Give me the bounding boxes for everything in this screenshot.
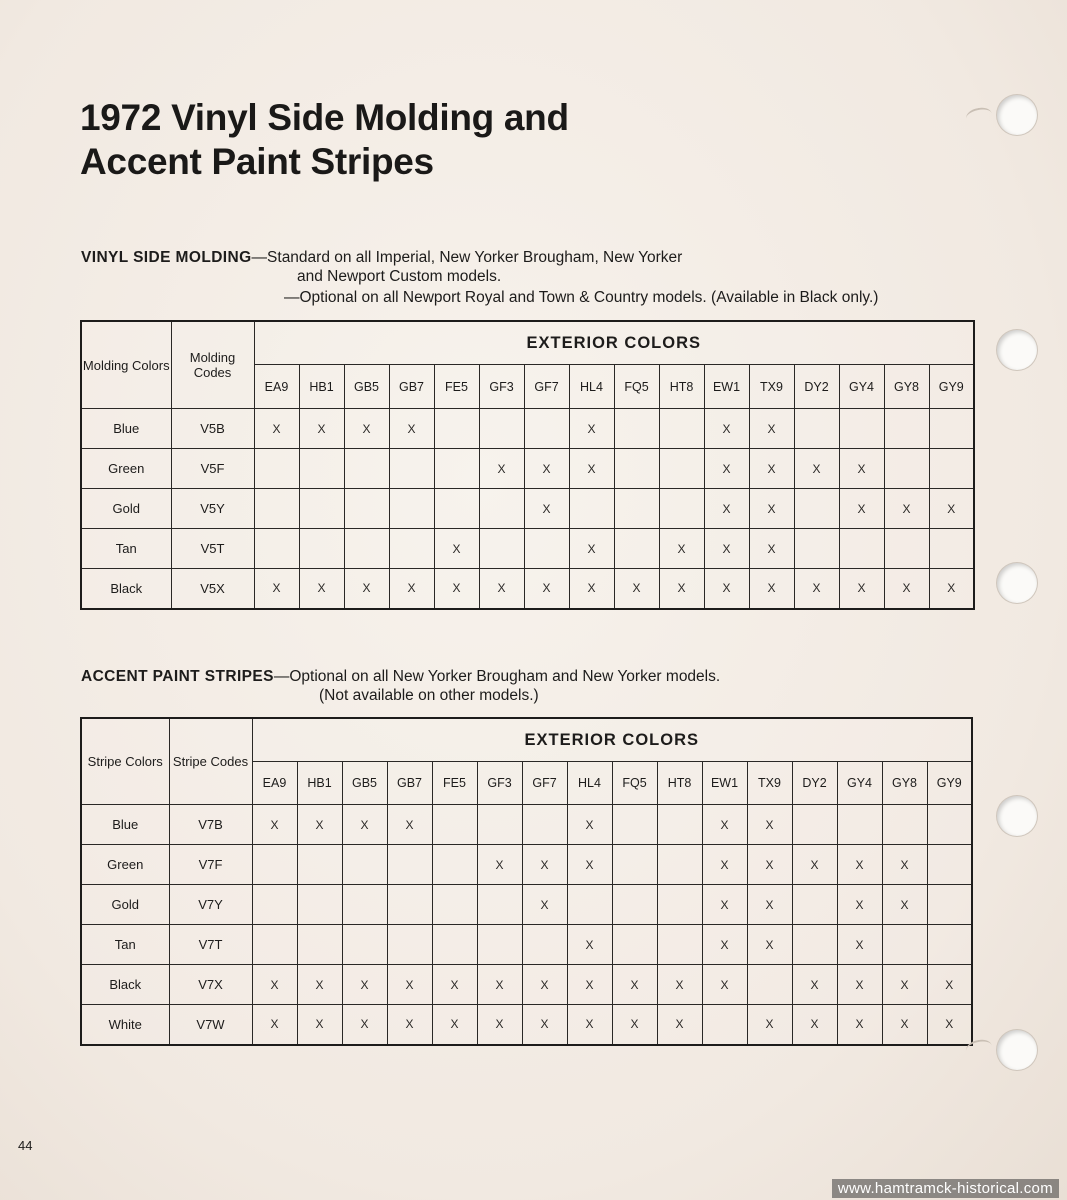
availability-cell: X [702,845,747,885]
stripes-exterior-code-header: FQ5 [612,762,657,805]
availability-cell [387,845,432,885]
availability-cell: X [882,845,927,885]
molding-row-color: Tan [81,529,171,569]
stripes-row-code: V7W [169,1005,252,1045]
binder-hole [997,796,1037,836]
availability-cell: X [792,1005,837,1045]
molding-exterior-code-header: HB1 [299,365,344,409]
molding-row-code: V5F [171,449,254,489]
availability-cell: X [567,965,612,1005]
availability-cell [929,409,974,449]
molding-exterior-code-header: EW1 [704,365,749,409]
availability-cell: X [567,845,612,885]
availability-cell: X [657,1005,702,1045]
molding-row-code: V5T [171,529,254,569]
availability-cell: X [432,965,477,1005]
availability-cell: X [794,449,839,489]
availability-cell [254,489,299,529]
stripes-exterior-code-header: TX9 [747,762,792,805]
availability-cell [612,845,657,885]
molding-row-code: V5Y [171,489,254,529]
availability-cell: X [479,449,524,489]
availability-cell: X [567,925,612,965]
availability-cell: X [882,1005,927,1045]
availability-cell [479,489,524,529]
availability-cell: X [569,529,614,569]
binder-hole [997,95,1037,135]
availability-cell: X [522,965,567,1005]
availability-cell [612,805,657,845]
availability-cell: X [434,529,479,569]
availability-cell: X [342,1005,387,1045]
availability-cell: X [297,805,342,845]
molding-row-color: Blue [81,409,171,449]
availability-cell: X [792,845,837,885]
availability-cell [524,529,569,569]
stripes-table [80,717,973,1046]
table-row [81,885,972,925]
availability-cell: X [792,965,837,1005]
stripes-heading: ACCENT PAINT STRIPES [81,668,274,685]
availability-cell: X [432,1005,477,1045]
availability-cell: X [524,489,569,529]
availability-cell [387,925,432,965]
table-row [81,569,974,609]
molding-description [81,248,1041,312]
availability-cell: X [839,489,884,529]
availability-cell [477,805,522,845]
availability-cell [252,925,297,965]
molding-row-color: Green [81,449,171,489]
availability-cell [342,925,387,965]
page-title [80,96,569,184]
availability-cell [254,449,299,489]
availability-cell: X [929,489,974,529]
availability-cell [569,489,614,529]
availability-cell [792,925,837,965]
table-row [81,925,972,965]
availability-cell [884,529,929,569]
molding-exterior-code-header: GY8 [884,365,929,409]
availability-cell: X [297,965,342,1005]
molding-exterior-code-header: GF3 [479,365,524,409]
availability-cell [614,449,659,489]
availability-cell: X [749,489,794,529]
availability-cell: X [927,965,972,1005]
availability-cell [252,845,297,885]
availability-cell: X [569,449,614,489]
availability-cell [297,845,342,885]
availability-cell: X [929,569,974,609]
stripes-exterior-code-header: EA9 [252,762,297,805]
molding-codes-header: Molding Codes [171,321,254,409]
molding-exterior-code-header: GY9 [929,365,974,409]
stripes-exterior-code-header: EW1 [702,762,747,805]
availability-cell [659,449,704,489]
availability-cell: X [434,569,479,609]
availability-cell: X [252,805,297,845]
availability-cell [522,925,567,965]
stripes-row-color: Black [81,965,169,1005]
availability-cell: X [837,845,882,885]
availability-cell [882,805,927,845]
availability-cell: X [749,409,794,449]
availability-cell [434,449,479,489]
availability-cell [612,925,657,965]
availability-cell [252,885,297,925]
stripes-colors-header: Stripe Colors [81,718,169,805]
availability-cell [297,885,342,925]
page-title-line-2: Accent Paint Stripes [80,141,434,182]
table-row [81,409,974,449]
availability-cell [389,529,434,569]
availability-cell: X [837,965,882,1005]
availability-cell: X [884,489,929,529]
availability-cell: X [882,965,927,1005]
availability-cell: X [344,409,389,449]
table-row [81,965,972,1005]
molding-table-body [81,409,974,609]
availability-cell: X [387,805,432,845]
stripes-exterior-code-header: HT8 [657,762,702,805]
availability-cell [659,409,704,449]
stripes-row-code: V7Y [169,885,252,925]
availability-cell: X [477,845,522,885]
availability-cell: X [252,965,297,1005]
availability-cell [344,489,389,529]
molding-desc-line-2: and Newport Custom models. [297,268,502,285]
availability-cell: X [299,569,344,609]
table-row [81,805,972,845]
availability-cell [657,805,702,845]
availability-cell: X [747,805,792,845]
availability-cell [882,925,927,965]
availability-cell: X [387,1005,432,1045]
page-title-line-1: 1972 Vinyl Side Molding and [80,97,569,138]
table-row [81,845,972,885]
availability-cell [927,805,972,845]
availability-cell [794,489,839,529]
availability-cell: X [704,529,749,569]
availability-cell: X [702,885,747,925]
availability-cell [927,845,972,885]
availability-cell [432,925,477,965]
availability-cell [884,409,929,449]
stripes-exterior-code-header: DY2 [792,762,837,805]
availability-cell [927,925,972,965]
availability-cell: X [612,965,657,1005]
stripes-exterior-code-header: GF3 [477,762,522,805]
availability-cell [839,409,884,449]
availability-cell [479,409,524,449]
availability-cell [344,449,389,489]
stripes-row-color: Tan [81,925,169,965]
availability-cell: X [387,965,432,1005]
availability-cell [657,925,702,965]
availability-cell [929,529,974,569]
availability-cell: X [389,569,434,609]
availability-cell: X [389,409,434,449]
table-row [81,529,974,569]
availability-cell: X [747,1005,792,1045]
molding-row-code: V5X [171,569,254,609]
availability-cell [522,805,567,845]
availability-cell: X [927,1005,972,1045]
availability-cell [657,845,702,885]
stripes-row-code: V7X [169,965,252,1005]
stripes-exterior-code-header: GY9 [927,762,972,805]
molding-colors-header: Molding Colors [81,321,171,409]
availability-cell [702,1005,747,1045]
stripes-desc-line-2: (Not available on other models.) [319,687,539,704]
availability-cell: X [837,885,882,925]
stripes-exterior-code-header: GY4 [837,762,882,805]
molding-table [80,320,975,610]
availability-cell: X [747,845,792,885]
availability-cell [927,885,972,925]
availability-cell: X [837,925,882,965]
availability-cell: X [567,805,612,845]
availability-cell [567,885,612,925]
availability-cell [792,885,837,925]
molding-exterior-code-header: GF7 [524,365,569,409]
availability-cell: X [704,489,749,529]
stripes-exterior-colors-header: EXTERIOR COLORS [252,718,972,762]
availability-cell [524,409,569,449]
availability-cell: X [747,925,792,965]
molding-exterior-code-header: EA9 [254,365,299,409]
availability-cell: X [704,409,749,449]
availability-cell [297,925,342,965]
site-watermark: www.hamtramck-historical.com [832,1179,1059,1198]
availability-cell: X [702,925,747,965]
molding-exterior-code-header: GB7 [389,365,434,409]
availability-cell: X [659,529,704,569]
availability-cell [434,409,479,449]
availability-cell: X [614,569,659,609]
molding-heading: VINYL SIDE MOLDING [81,249,252,266]
availability-cell: X [342,965,387,1005]
availability-cell: X [254,569,299,609]
stripes-row-code: V7T [169,925,252,965]
availability-cell [387,885,432,925]
availability-cell [792,805,837,845]
molding-desc-line-3: —Optional on all Newport Royal and Town & Country models. (Available in Black only.) [284,289,879,306]
stripes-exterior-code-header: GB7 [387,762,432,805]
molding-exterior-code-header: TX9 [749,365,794,409]
availability-cell [342,885,387,925]
availability-cell [254,529,299,569]
stripes-row-color: Blue [81,805,169,845]
availability-cell: X [344,569,389,609]
stripes-exterior-code-header: HL4 [567,762,612,805]
availability-cell: X [702,805,747,845]
availability-cell: X [747,885,792,925]
table-row [81,449,974,489]
stripes-exterior-code-header: GY8 [882,762,927,805]
availability-cell: X [299,409,344,449]
page-number: 44 [18,1138,33,1153]
binder-hole [997,1030,1037,1070]
availability-cell: X [749,569,794,609]
availability-cell [477,885,522,925]
availability-cell: X [702,965,747,1005]
availability-cell [299,489,344,529]
molding-row-color: Black [81,569,171,609]
availability-cell: X [749,529,794,569]
availability-cell [837,805,882,845]
availability-cell: X [612,1005,657,1045]
availability-cell [614,489,659,529]
binder-hole [997,330,1037,370]
availability-cell: X [567,1005,612,1045]
stripes-row-code: V7F [169,845,252,885]
availability-cell [342,845,387,885]
availability-cell: X [882,885,927,925]
stripes-row-color: White [81,1005,169,1045]
availability-cell: X [659,569,704,609]
availability-cell [432,805,477,845]
availability-cell [614,529,659,569]
availability-cell [299,529,344,569]
availability-cell [794,409,839,449]
molding-exterior-code-header: GY4 [839,365,884,409]
molding-exterior-colors-header: EXTERIOR COLORS [254,321,974,365]
availability-cell [614,409,659,449]
availability-cell: X [749,449,794,489]
availability-cell [884,449,929,489]
binder-hole [997,563,1037,603]
availability-cell: X [252,1005,297,1045]
stripes-row-color: Gold [81,885,169,925]
stripes-exterior-code-header: FE5 [432,762,477,805]
availability-cell [659,489,704,529]
availability-cell: X [794,569,839,609]
table-row [81,489,974,529]
availability-cell [477,925,522,965]
availability-cell: X [522,845,567,885]
availability-cell [389,489,434,529]
molding-row-color: Gold [81,489,171,529]
molding-exterior-code-header: FE5 [434,365,479,409]
availability-cell [344,529,389,569]
molding-exterior-code-header: FQ5 [614,365,659,409]
availability-cell [389,449,434,489]
molding-exterior-code-header: HT8 [659,365,704,409]
stripes-exterior-code-header: GB5 [342,762,387,805]
availability-cell: X [569,569,614,609]
availability-cell [747,965,792,1005]
molding-exterior-code-header: DY2 [794,365,839,409]
molding-row-code: V5B [171,409,254,449]
availability-cell [432,845,477,885]
stripes-exterior-code-header: HB1 [297,762,342,805]
availability-cell: X [704,449,749,489]
availability-cell [929,449,974,489]
availability-cell: X [657,965,702,1005]
stripes-description [81,667,1041,707]
availability-cell: X [254,409,299,449]
availability-cell: X [342,805,387,845]
availability-cell: X [477,1005,522,1045]
availability-cell [794,529,839,569]
molding-desc-line-1: —Standard on all Imperial, New Yorker Brougham, New Yorker [251,249,683,266]
stripes-codes-header: Stripe Codes [169,718,252,805]
stripes-exterior-code-header: GF7 [522,762,567,805]
availability-cell: X [297,1005,342,1045]
availability-cell: X [704,569,749,609]
stripes-desc-line-1: —Optional on all New Yorker Brougham and New Yorker models. [273,668,721,685]
stripes-row-code: V7B [169,805,252,845]
stripes-row-color: Green [81,845,169,885]
molding-exterior-code-header: GB5 [344,365,389,409]
availability-cell: X [839,449,884,489]
availability-cell [657,885,702,925]
availability-cell [299,449,344,489]
availability-cell [612,885,657,925]
availability-cell: X [479,569,524,609]
availability-cell: X [522,1005,567,1045]
table-row [81,1005,972,1045]
availability-cell [479,529,524,569]
availability-cell: X [522,885,567,925]
stripes-table-body [81,805,972,1045]
availability-cell: X [839,569,884,609]
availability-cell: X [477,965,522,1005]
availability-cell: X [837,1005,882,1045]
availability-cell: X [524,449,569,489]
availability-cell: X [884,569,929,609]
molding-exterior-code-header: HL4 [569,365,614,409]
availability-cell [434,489,479,529]
availability-cell [839,529,884,569]
availability-cell: X [524,569,569,609]
availability-cell: X [569,409,614,449]
availability-cell [432,885,477,925]
